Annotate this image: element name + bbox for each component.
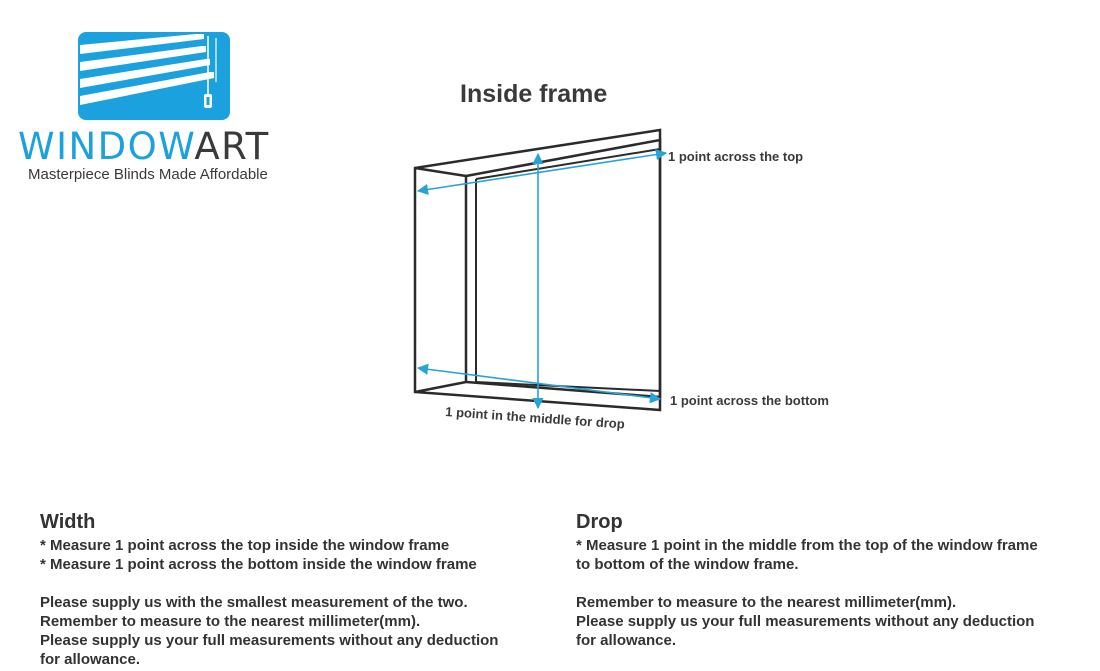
label-top: 1 point across the top — [668, 149, 804, 164]
drop-line: * Measure 1 point in the middle from the top of the window frame — [576, 537, 1038, 554]
width-heading: Width — [40, 511, 96, 533]
window-frame-diagram — [400, 120, 860, 460]
logo — [18, 30, 318, 190]
logo-wordmark — [18, 125, 318, 168]
drop-heading: Drop — [576, 511, 623, 533]
blinds-icon — [78, 32, 230, 120]
logo-word-art: ART — [194, 125, 270, 168]
label-bottom: 1 point across the bottom — [670, 393, 829, 408]
width-note: Please supply us your full measurements without any deduction — [40, 632, 499, 649]
drop-line: to bottom of the window frame. — [576, 556, 799, 573]
width-note: for allowance. — [40, 651, 141, 668]
width-note: Please supply us with the smallest measurement of the two. — [40, 594, 468, 611]
drop-section — [576, 511, 1096, 650]
width-section — [40, 511, 560, 669]
width-line: * Measure 1 point across the bottom inside the window frame — [40, 556, 477, 573]
drop-note: Remember to measure to the nearest millimeter(mm). — [576, 594, 957, 611]
drop-note: Please supply us your full measurements without any deduction — [576, 613, 1035, 630]
label-middle: 1 point in the middle for drop — [444, 404, 626, 432]
measurement-arrows — [418, 153, 666, 408]
logo-tagline: Masterpiece Blinds Made Affordable — [28, 166, 268, 183]
logo-word-window: WINDOW — [18, 125, 195, 168]
top-width-arrow — [418, 153, 666, 191]
diagram-title: Inside frame — [460, 80, 608, 108]
width-note: Remember to measure to the nearest millimeter(mm). — [40, 613, 421, 630]
width-line: * Measure 1 point across the top inside the window frame — [40, 537, 450, 554]
drop-note: for allowance. — [576, 632, 677, 649]
